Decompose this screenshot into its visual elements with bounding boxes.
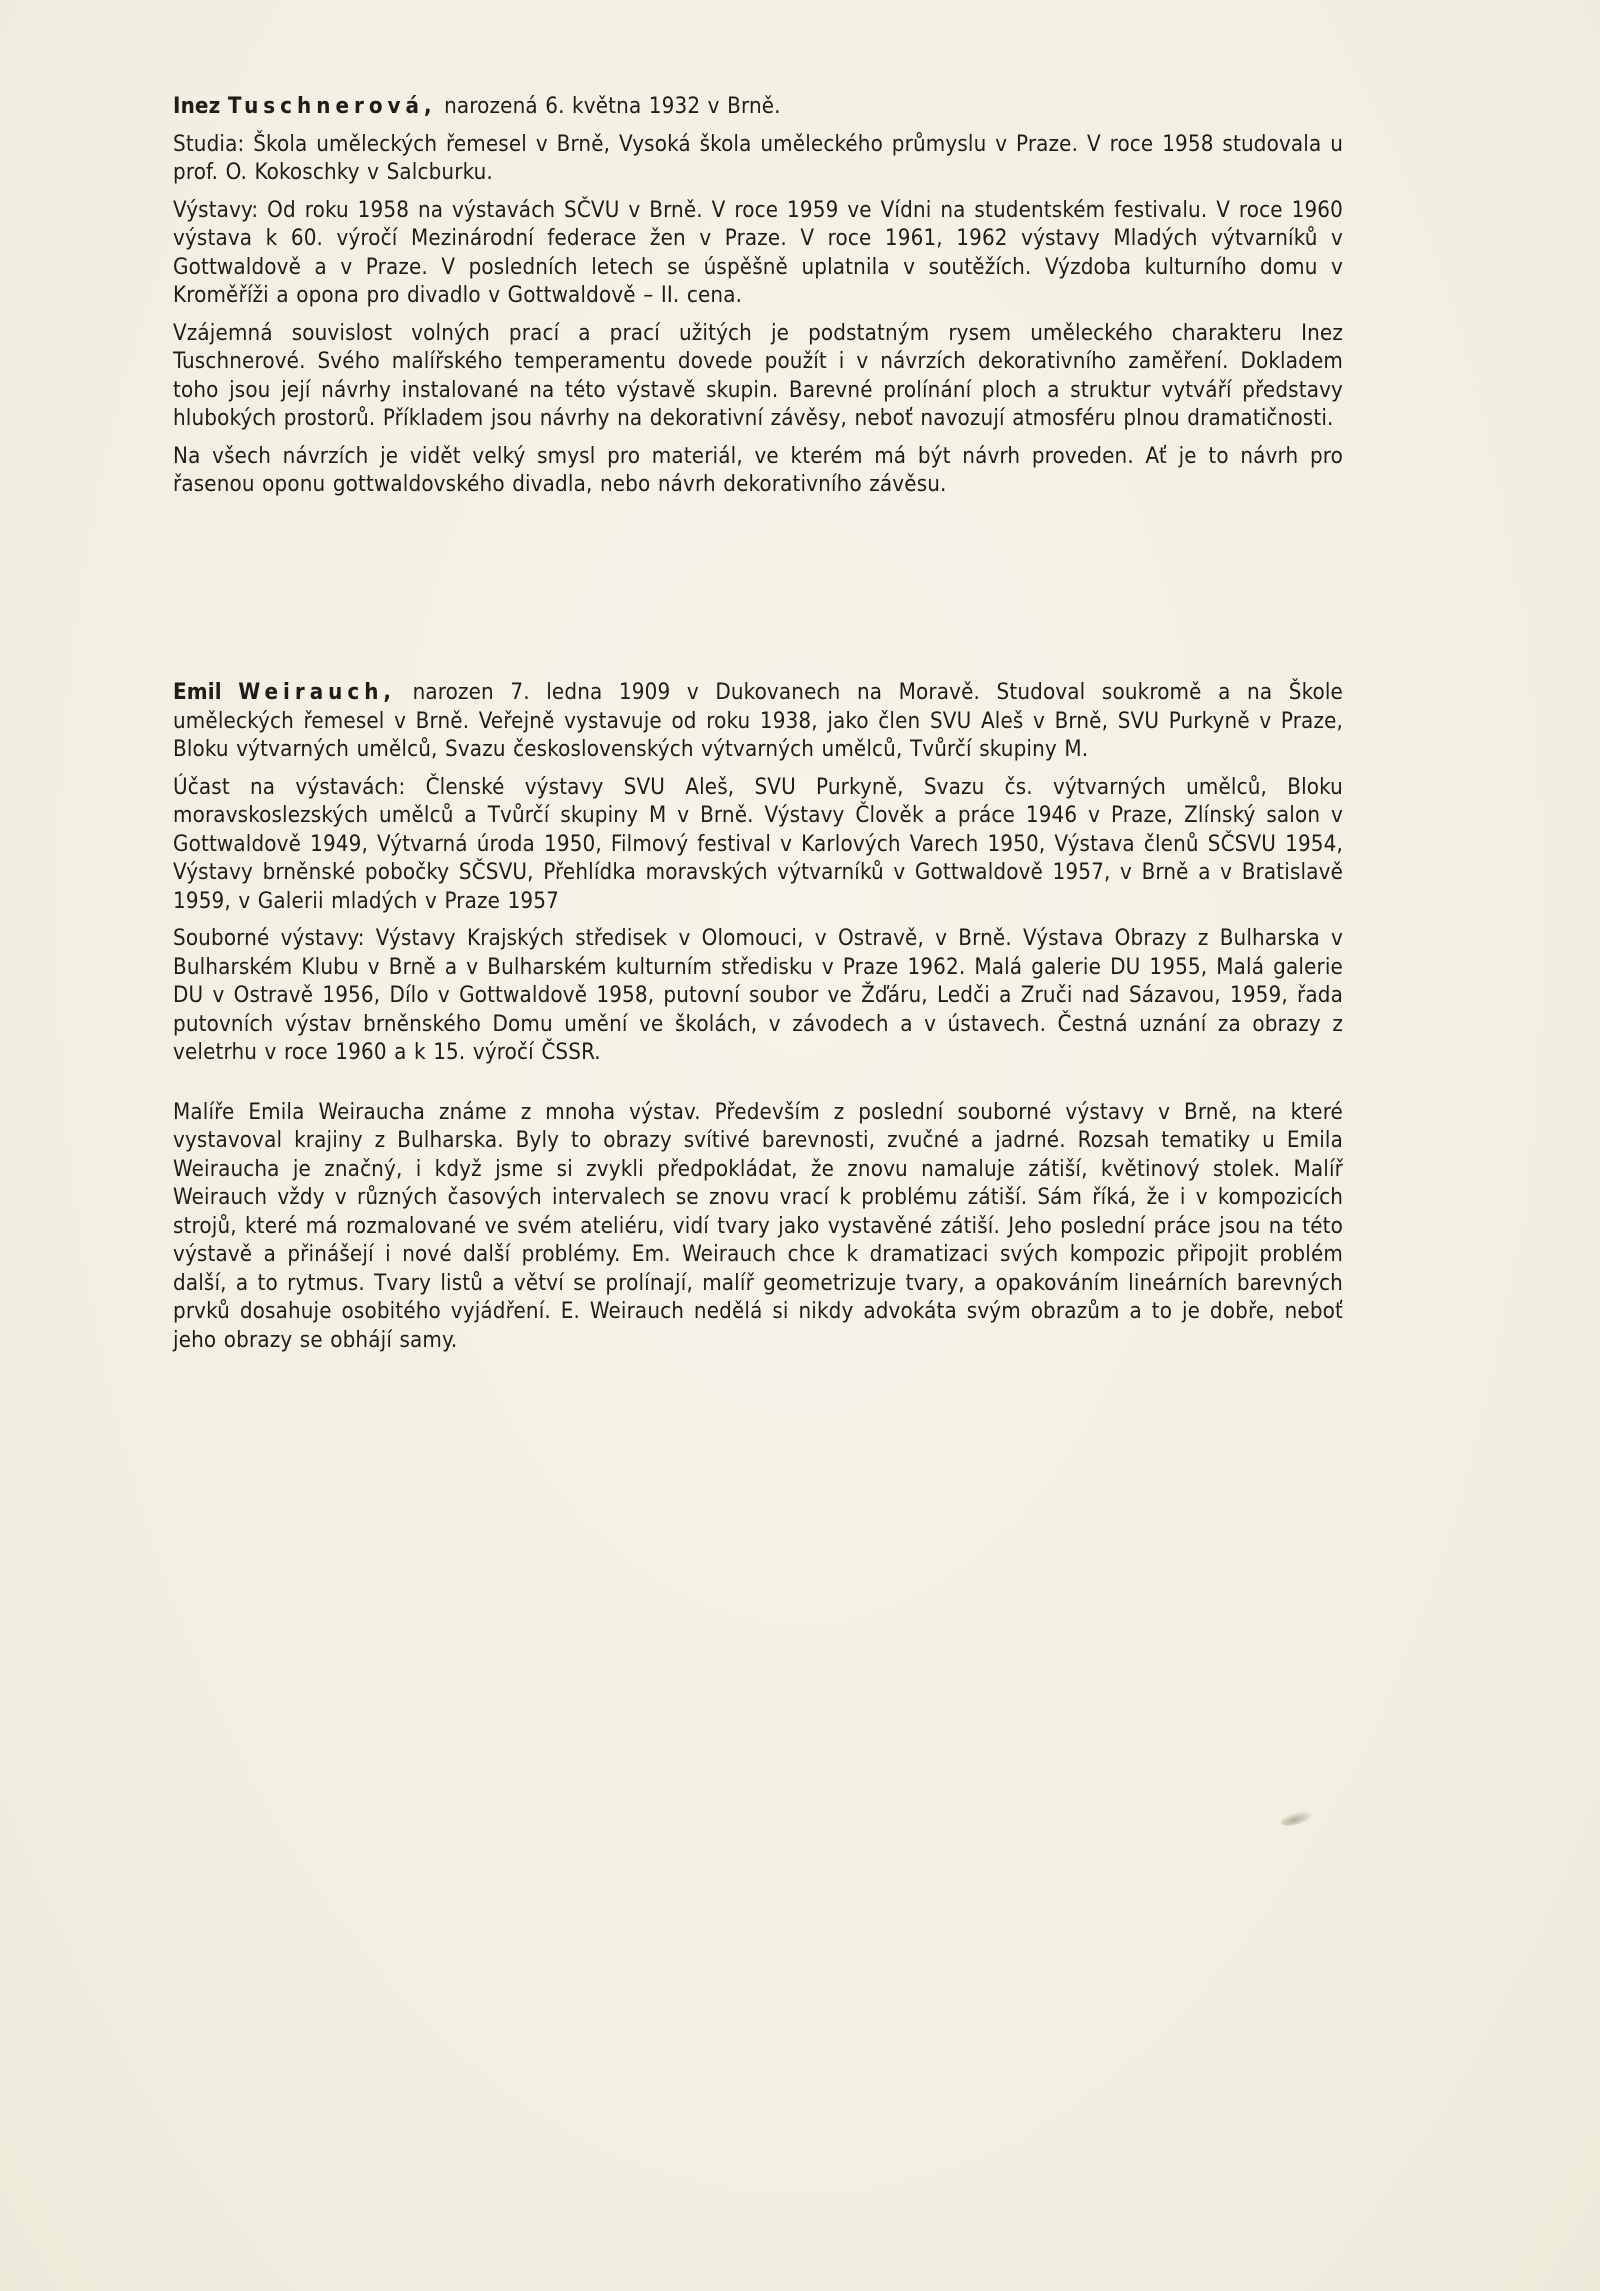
birth-info: narozená 6. května 1932 v Brně.: [436, 93, 781, 119]
artist-first-name: Inez: [173, 93, 221, 119]
biography-header: [173, 678, 1343, 764]
studies-paragraph: Studia: Škola uměleckých řemesel v Brně, Vysoká škola uměleckého průmyslu v Praze. V roce 1958 studovala u prof. O. Kokoschky v Salcburku.: [173, 130, 1343, 185]
participation-paragraph: Účast na výstavách: Členské výstavy SVU Aleš, SVU Purkyně, Svazu čs. výtvarných umělců, Bloku moravskoslezských umělců a Tvůrčí skupiny M v Brně. Výstavy Člověk a práce 1946 v Praze, Zlínský salon v Gottwaldově 1949, Výtvarná úroda 1950, Filmový festival v Karlových Varech 1950, Výstava členů SČSVU 1954, Výstavy brněnské pobočky SČSVU, Přehlídka moravských výtvarníků v Gottwaldově 1957, v Brně a v Bratislavě 1959, v Galerii mladých v Praze 1957: [173, 773, 1343, 914]
artist-first-name: Emil: [173, 679, 222, 705]
paragraph-gap: [173, 1076, 1343, 1098]
critique-paragraph: Vzájemná souvislost volných prací a prací užitých je podstatným rysem uměleckého charakteru Inez Tuschnerové. Svého malířského temperamentu dovede použít i v návrzích dekorativního zaměření. Dokladem toho jsou její návrhy instalované na této výstavě skupin. Barevné prolínání ploch a struktur vytváří představy hlubokých prostorů. Příkladem jsou návrhy na dekorativní závěsy, neboť navozují atmosféru plnou dramatičnosti.: [173, 319, 1343, 431]
solo-exhibitions-paragraph: Souborné výstavy: Výstavy Krajských středisek v Olomouci, v Ostravě, v Brně. Výstava Obrazy z Bulharska v Bulharském Klubu v Brně a v Bulharském kulturním středisku v Praze 1962. Malá galerie DU 1955, Malá galerie DU v Ostravě 1956, Dílo v Gottwaldově 1958, putovní soubor ve Žďáru, Ledči a Zruči nad Sázavou, 1959, řada putovních výstav brněnského Domu umění ve školách, v závodech a v ústavech. Čestná uznání za obrazy z veletrhu v roce 1960 a k 15. výročí ČSSR.: [173, 925, 1343, 1065]
biography-emil-weirauch: [173, 678, 1343, 1363]
exhibitions-paragraph: Výstavy: Od roku 1958 na výstavách SČVU v Brně. V roce 1959 ve Vídni na studentském festivalu. V roce 1960 výstava k 60. výročí Mezinárodní federace žen v Praze. V roce 1961, 1962 výstavy Mladých výtvarníků v Gottwaldově a v Praze. V posledních letech se úspěšně uplatnila v soutěžích. Výzdoba kulturního domu v Kroměříži a opona pro divadlo v Gottwaldově – II. cena.: [173, 196, 1343, 308]
birth-info: narozen 7. ledna 1909 v Dukovanech na Moravě. Studoval soukromě a na Škole uměleckých řemesel v Brně. Veřejně vystavuje od roku 1938, jako člen SVU Aleš v Brně, SVU Purkyně v Praze, Bloku výtvarných umělců, Svazu československých výtvarných umělců, Tvůrčí skupiny M.: [173, 679, 1343, 762]
paper-smudge: [1279, 1807, 1315, 1829]
artist-surname: Weirauch,: [238, 679, 397, 705]
biography-inez-tuschnerova: [173, 92, 1343, 508]
critique-paragraph: Malíře Emila Weiraucha známe z mnoha výstav. Především z poslední souborné výstavy v Brně, na které vystavoval krajiny z Bulharska. Byly to obrazy svítivé barevnosti, zvučné a jadrné. Rozsah tematiky u Emila Weiraucha je značný, i když jsme si zvykli předpokládat, že znovu namaluje zátiší, květinový stolek. Malíř Weirauch vždy v různých časových intervalech se znovu vrací k problému zátiší. Sám říká, že i v kompozicích strojů, které má rozmalované ve svém ateliéru, vidí tvary jako vystavěné zátiší. Jeho poslední práce jsou na této výstavě a přinášejí i nové další problémy. Em. Weirauch chce k dramatizaci svých kompozic připojit problém další, a to rytmus. Tvary listů a větví se prolínají, malíř geometrizuje tvary, a opakováním lineárních barevných prvků dosahuje osobitého vyjádření. E. Weirauch nedělá si nikdy advokáta svým obrazům a to je dobře, neboť jeho obrazy se obhájí samy.: [173, 1098, 1343, 1353]
materials-paragraph: Na všech návrzích je vidět velký smysl pro materiál, ve kterém má být návrh proveden. Ať je to návrh pro řasenou oponu gottwaldovského divadla, nebo návrh dekorativního závěsu.: [173, 442, 1343, 497]
biography-header: [173, 92, 1343, 121]
artist-surname: Tuschnerová,: [227, 93, 437, 119]
